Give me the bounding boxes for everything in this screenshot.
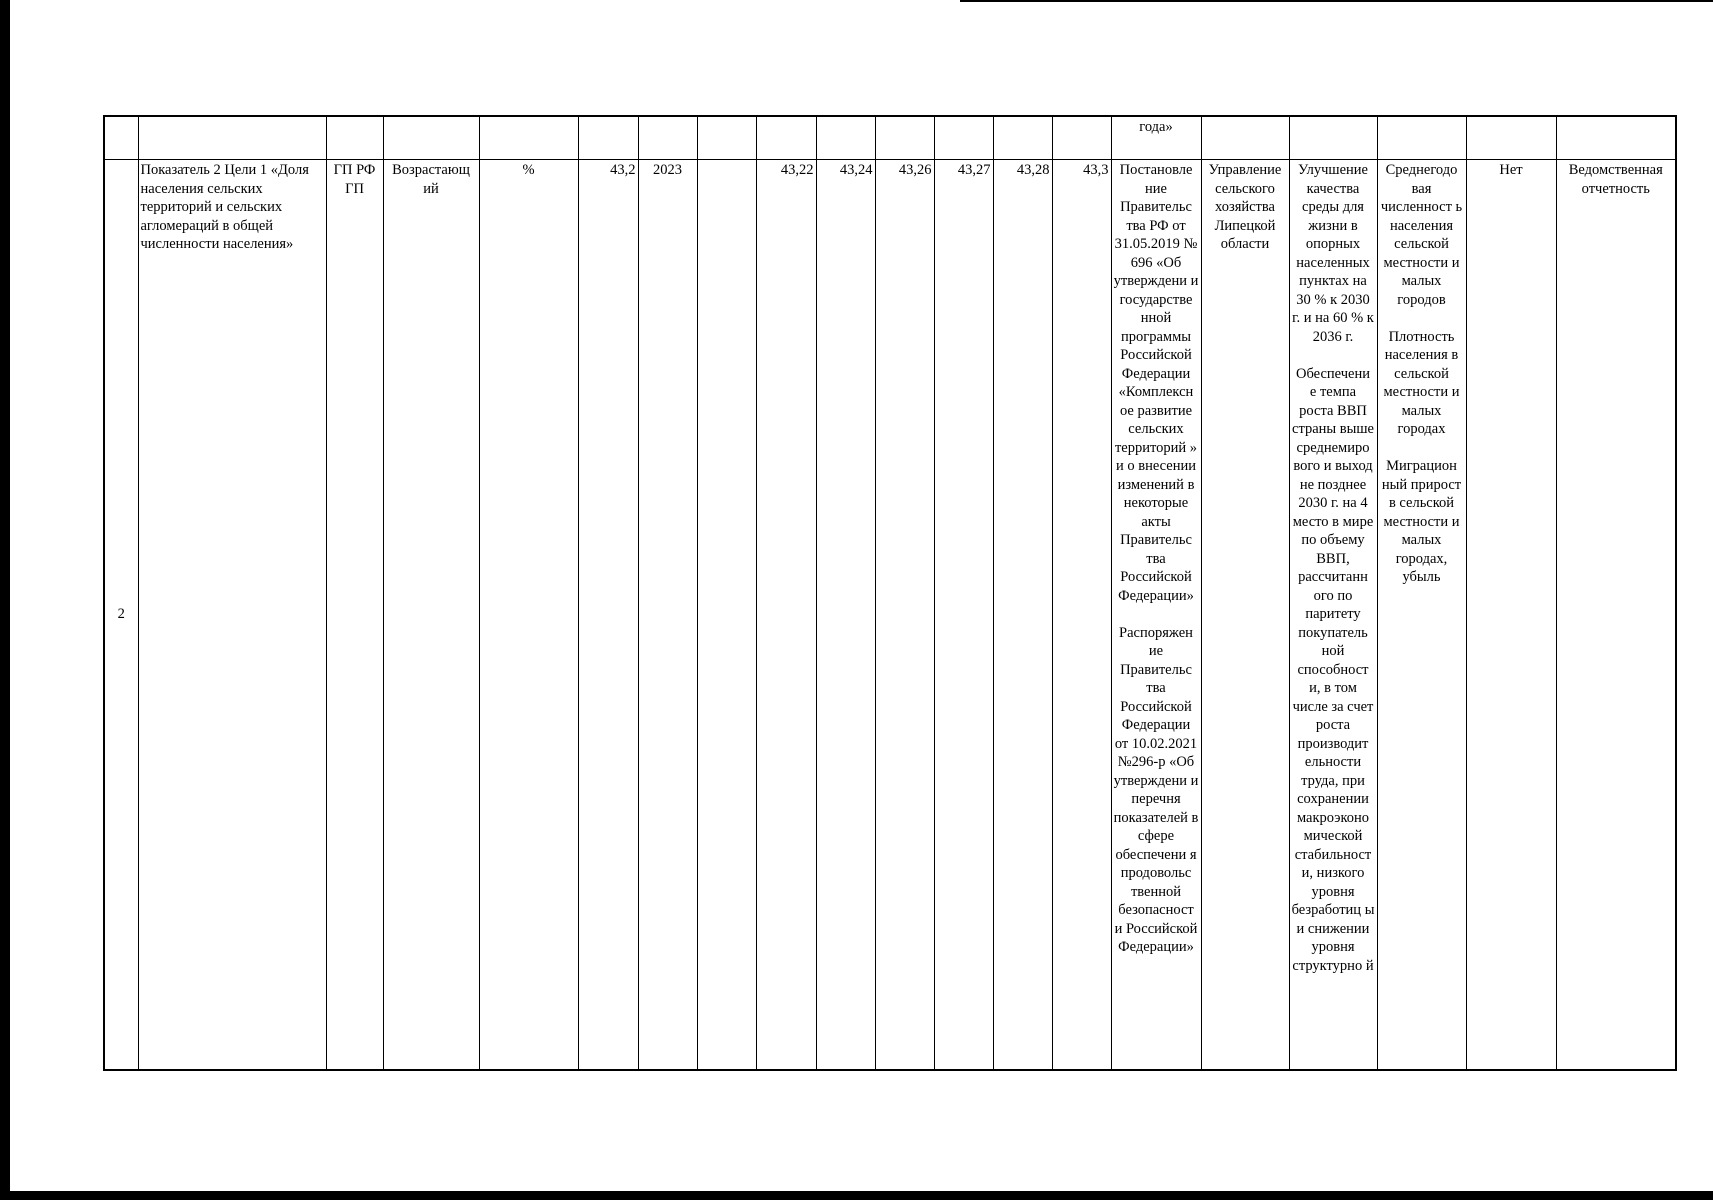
cell bbox=[697, 116, 756, 160]
value-year-4: 43,27 bbox=[934, 160, 993, 1071]
responsible-body: Управление сельского хозяйства Липецкой области bbox=[1201, 160, 1289, 1071]
unit: % bbox=[479, 160, 578, 1071]
cell bbox=[1466, 116, 1556, 160]
cell bbox=[383, 116, 479, 160]
scan-border-bottom bbox=[0, 1191, 1713, 1200]
cell bbox=[104, 116, 138, 160]
cell bbox=[875, 116, 934, 160]
table-row bbox=[104, 160, 1676, 1071]
scan-border-top bbox=[960, 0, 1713, 2]
cell bbox=[934, 116, 993, 160]
document-cell-continuation: года» bbox=[1111, 116, 1201, 160]
cell bbox=[756, 116, 816, 160]
value-year-2: 43,24 bbox=[816, 160, 875, 1071]
indicator-table bbox=[103, 115, 1677, 1071]
related-indicators: Среднегодо вая численност ь населения сельской местности и малых городов Плотность населения в сельской местности и малых городах Миграцион ный прирост в сельской местности и малых городах, убыль bbox=[1377, 160, 1466, 1071]
cell bbox=[1052, 116, 1111, 160]
value-year-6: 43,3 bbox=[1052, 160, 1111, 1071]
empty-cell bbox=[697, 160, 756, 1071]
indicator-trend: Возрастающ ий bbox=[383, 160, 479, 1071]
national-goal: Улучшение качества среды для жизни в опорных населенных пунктах на 30 % к 2030 г. и на 60 % к 2036 г. Обеспечени е темпа роста ВВП страны выше среднемиро вого и выход не позднее 2030 г. на 4 место в мире по объему ВВП, рассчитанн ого по паритету покупатель ной способност и, в том числе за счет роста производит ельности труда, при сохранении макроэконо мической стабильност и, низкого уровня безработиц ы и снижении уровня структурно й bbox=[1289, 160, 1377, 1071]
value-year-3: 43,26 bbox=[875, 160, 934, 1071]
value-year-1: 43,22 bbox=[756, 160, 816, 1071]
cell bbox=[578, 116, 638, 160]
scan-border-left bbox=[0, 0, 10, 1200]
cell bbox=[1201, 116, 1289, 160]
table-row-continuation bbox=[104, 116, 1676, 160]
gis-flag: Нет bbox=[1466, 160, 1556, 1071]
value-year-5: 43,28 bbox=[993, 160, 1052, 1071]
base-year: 2023 bbox=[638, 160, 697, 1071]
regulatory-document: Постановле ние Правительс тва РФ от 31.05.2019 № 696 «Об утверждени и государстве нной программы Российской Федерации «Комплексн ое развитие сельских территорий » и о внесении изменений в некоторые акты Правительс тва Российской Федерации» Распоряжен ие Правительс тва Российской Федерации от 10.02.2021 №296-р «Об утверждени и перечня показателей в сфере обеспечени я продовольс твенной безопасност и Российской Федерации» bbox=[1111, 160, 1201, 1071]
cell bbox=[816, 116, 875, 160]
cell bbox=[479, 116, 578, 160]
cell bbox=[638, 116, 697, 160]
cell bbox=[1289, 116, 1377, 160]
base-value: 43,2 bbox=[578, 160, 638, 1071]
cell bbox=[993, 116, 1052, 160]
indicator-level: ГП РФ ГП bbox=[326, 160, 383, 1071]
cell bbox=[1556, 116, 1676, 160]
cell bbox=[1377, 116, 1466, 160]
indicator-name: Показатель 2 Цели 1 «Доля населения сельских территорий и сельских агломераций в общей численности населения» bbox=[138, 160, 326, 1071]
information-source: Ведомственная отчетность bbox=[1556, 160, 1676, 1071]
cell bbox=[326, 116, 383, 160]
cell bbox=[138, 116, 326, 160]
row-number: 2 bbox=[104, 160, 138, 1071]
